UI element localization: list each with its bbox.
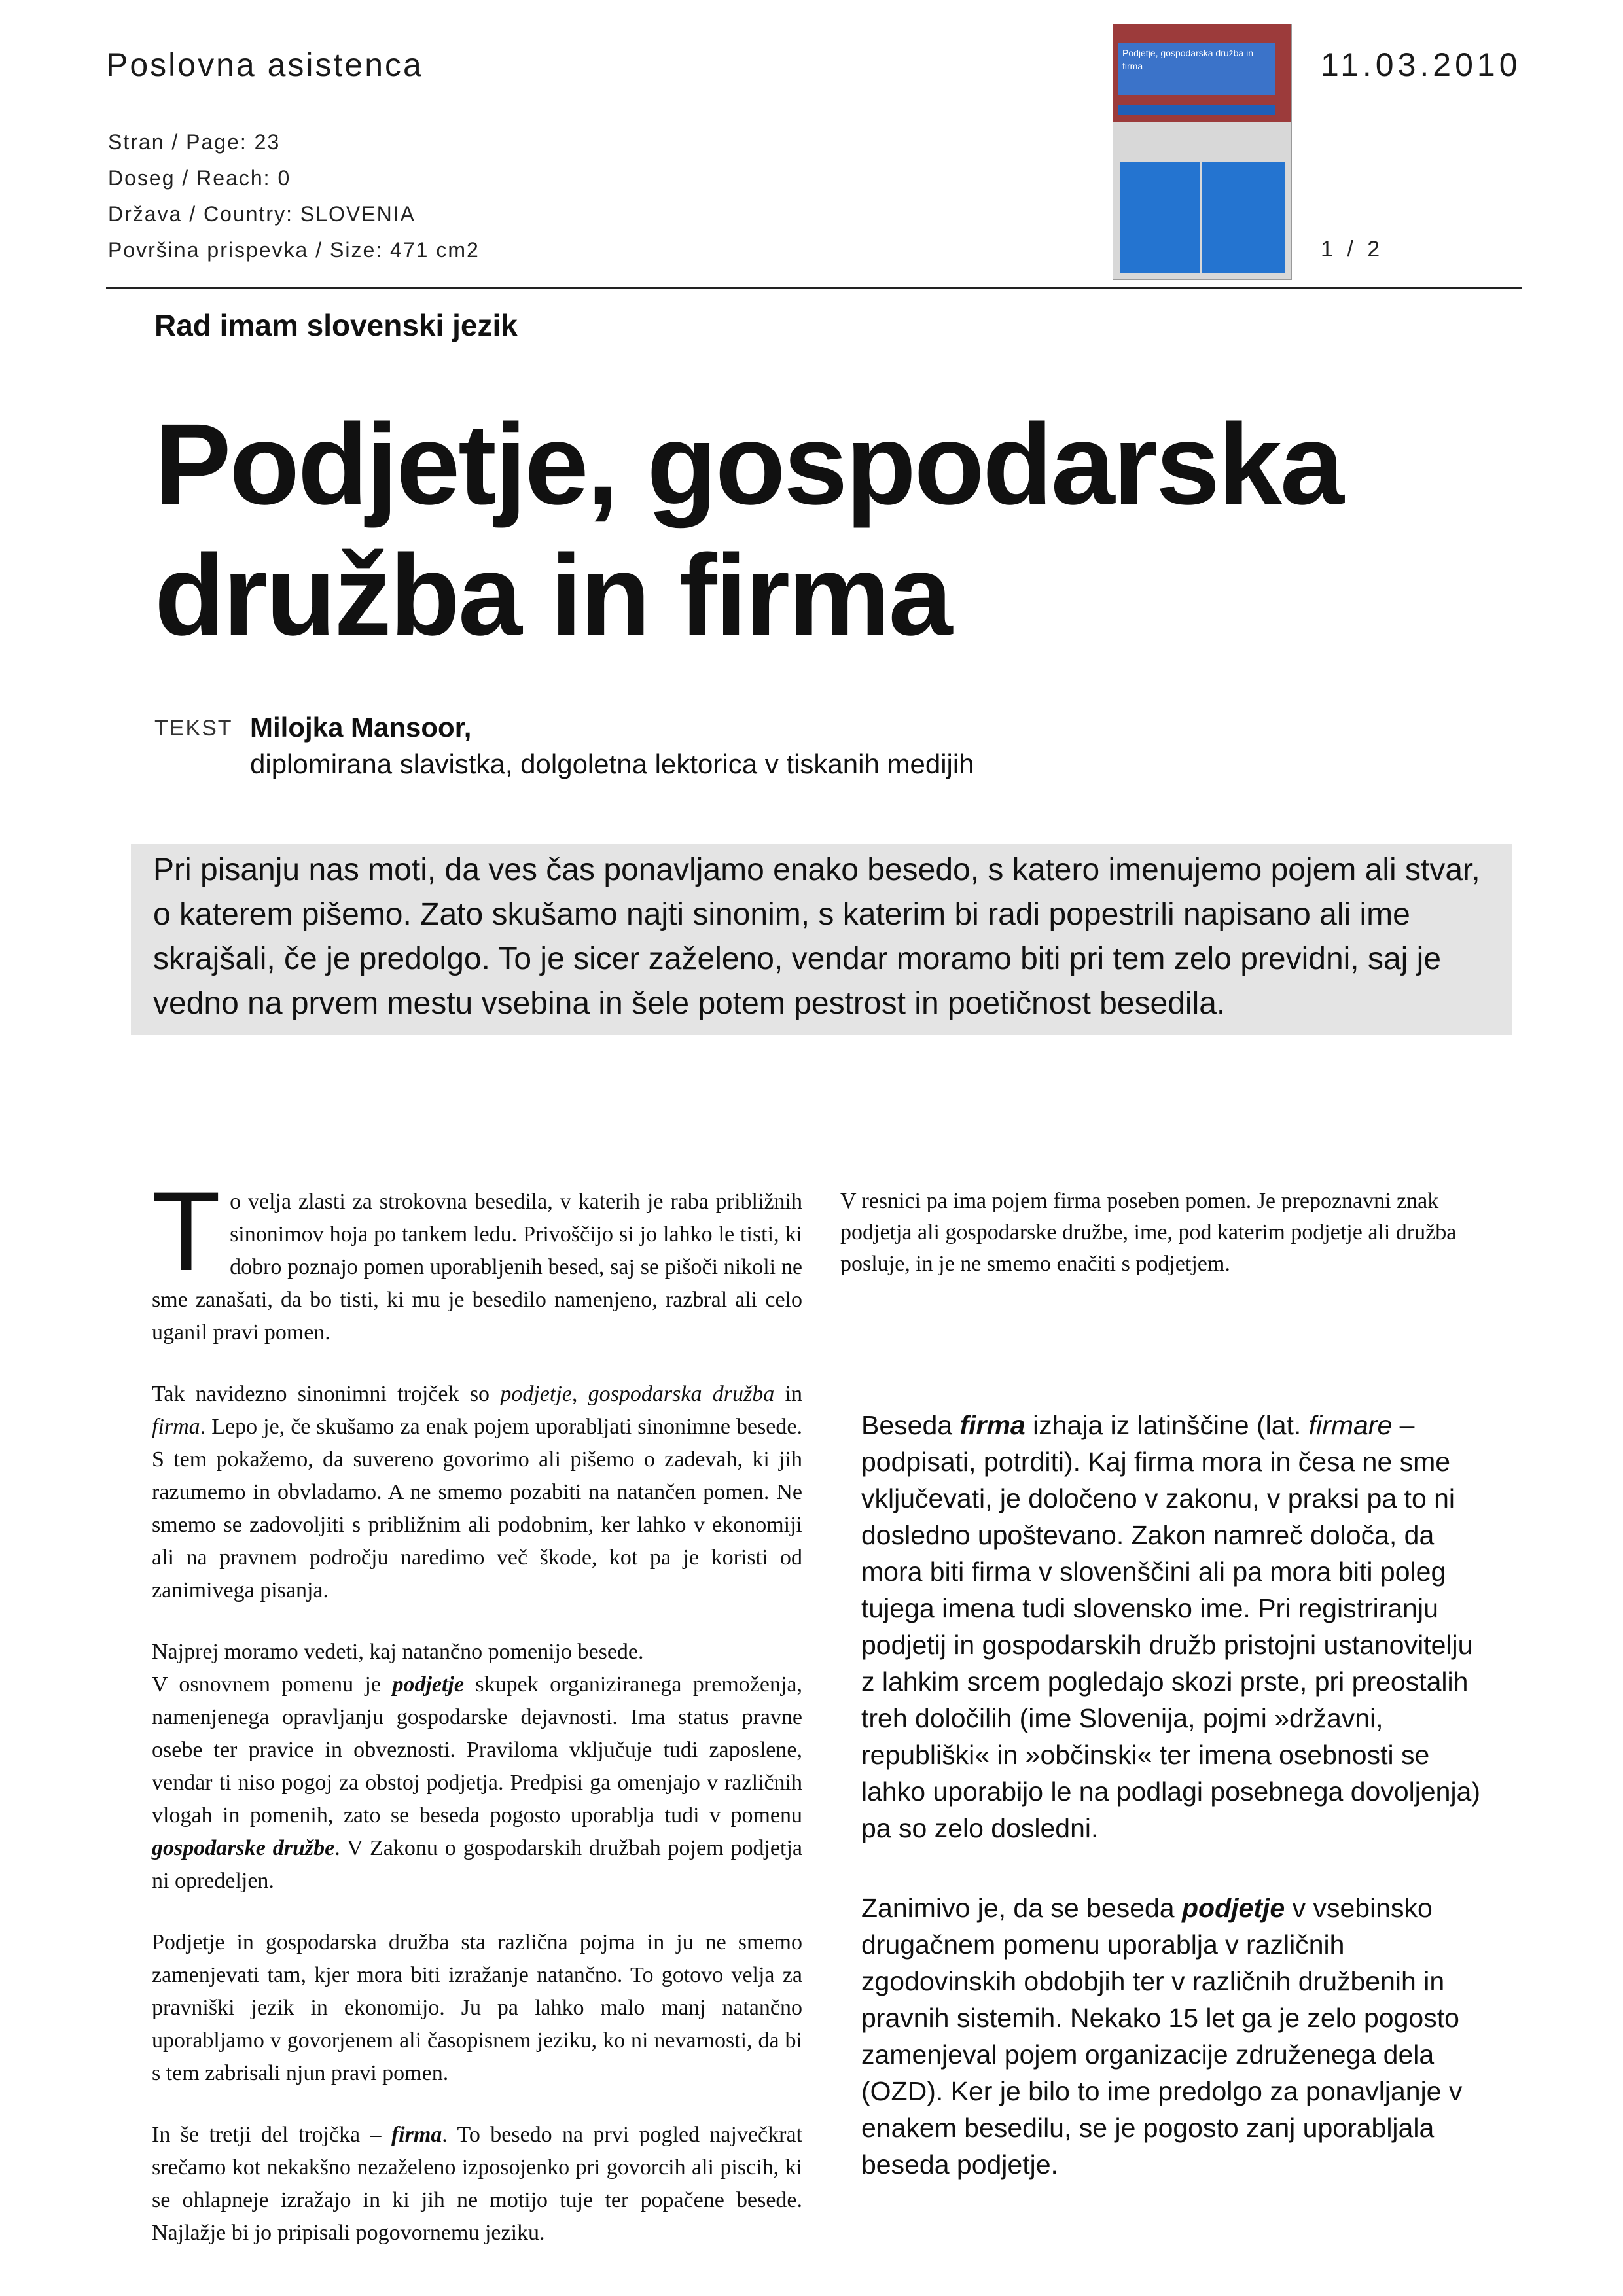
paragraph: Beseda firma izhaja iz latinščine (lat. firmare – podpisati, potrditi). Kaj firma mora in česa ne sme vključevati, je določeno v zakonu, v praksi pa to ni dosledno upoštevano. Zakon namreč določa, da mora biti firma v slovenščini ali pa mora biti poleg tujega imena tudi slovensko ime. Pri registriranju podjetij in gospodarskih družb pristojni ustanovitelju z lahkim srcem pogledajo skozi prste, pri preostalih treh določilih (ime Slovenija, pojmi »državni, republiški« in »občinski« ter imena osebnosti se lahko uporabijo le na podlagi posebnega dovoljenja) pa so zelo dosledni. [861,1410,1481,1843]
paragraph: Tak navidezno sinonimni trojček so podjetje, gospodarska družba in firma. Lepo je, če skušamo za enak pojem uporabljati sinonimne besede. S tem pokažemo, da suvereno govorimo ali pišemo o zadevah, ki jih razumemo in obvladamo. A ne smemo pozabiti na natančen pomen. Ne smemo se zadovoljiti s približnim ali podobnim, ker lahko v ekonomiji ali na pravnem področju naredimo več škode, kot pa je koristi od zanimivega pisanja. [152,1382,802,1602]
clipping-metadata [108,124,480,268]
paragraph: Najprej moramo vedeti, kaj natančno pomenijo besede. V osnovnem pomenu je podjetje skupek organiziranega premoženja, namenjenega opravljanju gospodarske dejavnosti. Ima status pravne osebe ter pravice in obveznosti. Praviloma vključuje tudi zaposlene, vendar ti niso pogoj za obstoj podjetja. Predpisi ga omenjajo v različnih vlogah in pomenih, zato se beseda pogosto uporablja tudi v pomenu gospodarske družbe. V Zakonu o gospodarskih družbah pojem podjetja ni opredeljen. [152,1640,803,1893]
right-column [861,1407,1483,2226]
paragraph: To velja zlasti za strokovna besedila, v katerih je raba približnih sinonimov hoja po tankem ledu. Privoščijo si jo lahko le tisti, ki dobro poznajo pomen uporabljenih besed, saj se pišoči nikoli ne sme zanašati, da bo tisti, ki mu je besedilo namenjeno, razbral ali celo uganil pravi pomen. [152,1169,802,1345]
article-lead: Pri pisanju nas moti, da ves čas ponavljamo enako besedo, s katero imenujemo pojem ali stvar, o katerem pišemo. Zato skušamo najti sinonim, s katerim bi radi popestrili napisano ali ime skrajšali, če je predolgo. To je sicer zaželeno, vendar moramo biti pri tem zelo previdni, saj je vedno na prvem mestu vsebina in šele potem pestrost in poetičnost besedila. [131,844,1512,1035]
thumbnail-bar [1118,105,1275,115]
thumbnail-block-left [1120,162,1200,273]
drop-cap: T [152,1169,221,1294]
left-column [152,1169,803,2278]
page-of-pages: 1 / 2 [1321,237,1384,262]
page-thumbnail [1113,24,1292,280]
byline-label: TEKST [154,716,233,741]
page-number: Stran / Page: 23 [108,130,281,154]
paragraph: Podjetje in gospodarska družba sta različna pojma in ju ne smemo zamenjevati tam, kjer mora biti izražanje natančno. To gotovo velja za pravniški jezik in ekonomijo. Ju pa lahko malo manj natančno uporabljamo v govorjenem ali časopisnem jeziku, ko ni nevarnosti, da bi s tem zabrisali njun pravi pomen. [152,1930,802,2085]
reach: Doseg / Reach: 0 [108,166,291,190]
publication-date: 11.03.2010 [1321,46,1522,83]
publication-name: Poslovna asistenca [106,46,423,83]
paragraph: Zanimivo je, da se beseda podjetje v vsebinsko drugačnem pomenu uporablja v različnih zgodovinskih obdobjih ter v različnih družbenih in pravnih sistemih. Nekako 15 let ga je zelo pogosto zamenjeval pojem organizacije združenega dela (OZD). Ker je bilo to ime predolgo za ponavljanje v enakem besedilu, se je pogosto zanj uporabljala beseda podjetje. [861,1893,1463,2180]
author-name: Milojka Mansoor, [250,712,472,743]
header-divider [106,287,1522,289]
article-title [154,399,1398,661]
section-kicker: Rad imam slovenski jezik [154,308,518,342]
thumbnail-title: Podjetje, gospodarska družba in firma [1118,43,1275,95]
thumbnail-block-right [1202,162,1285,273]
article-title-line-1: Podjetje, gospodarska [154,400,1342,529]
right-column-intro: V resnici pa ima pojem firma poseben pomen. Je prepoznavni znak podjetja ali gospodarske družbe, ime, pod katerim podjetje ali družba posluje, in je ne smemo enačiti s podjetjem. [840,1189,1457,1276]
country: Država / Country: SLOVENIA [108,202,416,226]
article-size: Površina prispevka / Size: 471 cm2 [108,238,480,262]
author-description: diplomirana slavistka, dolgoletna lektorica v tiskanih medijih [250,749,974,779]
article-title-line-2: družba in firma [154,531,951,660]
paragraph: In še tretji del trojčka – firma. To besedo na prvi pogled največkrat srečamo kot nekakšno nezaželeno izposojenko pri govorcih ali piscih, ki se ohlapneje izražajo in ki jih ne motijo tuje ter popačene besede. Najlažje bi jo pripisali pogovornemu jeziku. [152,2123,802,2245]
